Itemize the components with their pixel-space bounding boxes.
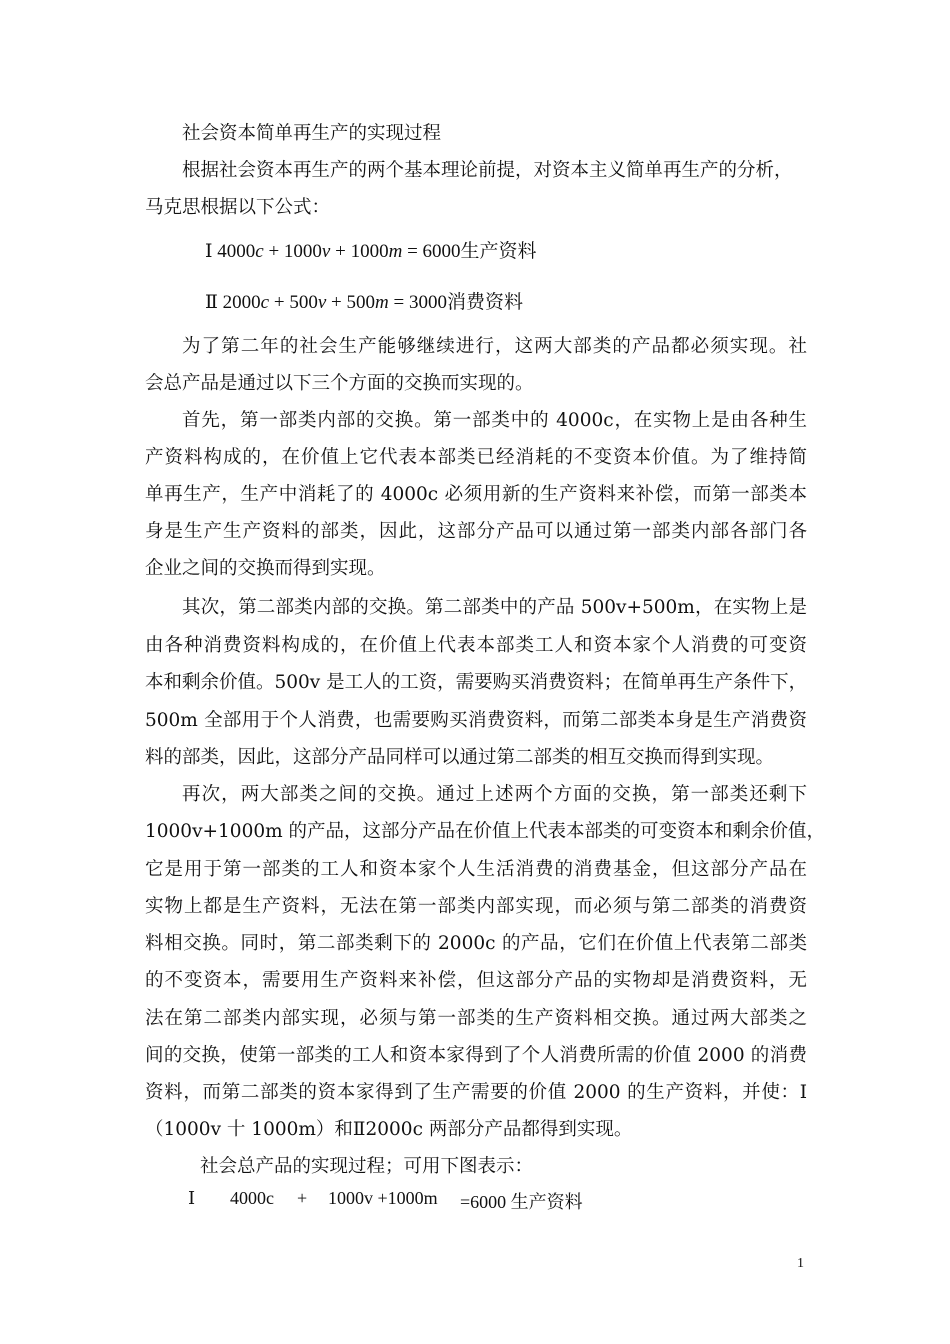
para3-line-2: 由各种消费资料构成的，在价值上代表本部类工人和资本家个人消费的可变资 [145,635,807,656]
para4-line-9: 资料，而第二部类的资本家得到了生产需要的价值 2000 的生产资料，并使：Ⅰ [145,1082,807,1103]
scheme-dept: Ⅰ [188,1188,196,1208]
para4-line-4: 实物上都是生产资料，无法在第一部类内部实现，而必须与第二部类的消费资 [145,896,807,917]
para2-line-1: 首先，第一部类内部的交换。第一部类中的 4000c，在实物上是由各种生 [182,410,807,431]
formula-1-dept: Ⅰ [205,241,213,262]
scheme-vm: 1000v +1000m [328,1188,438,1208]
para3-line-1: 其次，第二部类内部的交换。第二部类中的产品 500v+500m，在实物上是 [182,597,807,618]
formula-2-label: 消费资料 [446,292,523,313]
para2-line-3: 单再生产，生产中消耗了的 4000c 必须用新的生产资料来补偿，而第一部类本 [145,484,807,505]
para1-line-2: 会总产品是通过以下三个方面的交换而实现的。 [145,373,534,394]
formula-1-v: 1000 [283,241,322,262]
para4-line-10: （1000v 十 1000m）和Ⅱ2000c 两部分产品都得到实现。 [145,1119,633,1140]
formula-dept-2: Ⅱ 2000c + 500v + 500m = 3000消费资料 [205,292,523,313]
formula-dept-1: Ⅰ 4000c + 1000v + 1000m = 6000生产资料 [205,241,537,262]
para4-line-6: 的不变资本，需要用生产资料来补偿，但这部分产品的实物却是消费资料，无 [145,970,807,991]
intro-line-1: 根据社会资本再生产的两个基本理论前提，对资本主义简单再生产的分析， [182,160,793,181]
para3-line-4: 500m 全部用于个人消费，也需要购买消费资料，而第二部类本身是生产消费资 [145,710,807,731]
para4-line-3: 它是用于第一部类的工人和资本家个人生活消费的消费基金，但这部分产品在 [145,859,807,880]
formula-1-m: 1000 [350,241,389,262]
formula-1-c: 4000 [217,241,256,262]
para2-line-5: 企业之间的交换而得到实现。 [145,558,386,579]
para2-line-2: 产资料构成的，在价值上它代表本部类已经消耗的不变资本价值。为了维持简 [145,447,807,468]
scheme-intro: 社会总产品的实现过程；可用下图表示： [200,1156,534,1177]
scheme-c: 4000c [230,1188,274,1208]
para3-line-3: 本和剩余价值。500v 是工人的工资，需要购买消费资料；在简单再生产条件下， [145,672,808,693]
para2-line-4: 身是生产生产资料的部类，因此，这部分产品可以通过第一部类内部各部门各 [145,521,807,542]
formula-2-dept: Ⅱ [205,292,218,313]
formula-2-m: 500 [346,292,375,313]
para4-line-5: 料相交换。同时，第二部类剩下的 2000c 的产品，它们在价值上代表第二部类 [145,933,807,954]
intro-line-2: 马克思根据以下公式： [145,197,331,218]
page-number: 1 [797,1256,804,1271]
formula-1-label: 生产资料 [460,241,537,262]
para3-line-5: 料的部类，因此，这部分产品同样可以通过第二部类的相互交换而得到实现。 [145,747,775,768]
scheme-plus: + [297,1188,308,1208]
formula-2-result: 3000 [408,292,447,313]
formula-1-result: 6000 [422,241,461,262]
formula-2-c: 2000 [222,292,261,313]
para4-line-8: 间的交换，使第一部类的工人和资本家得到了个人消费所需的价值 2000 的消费 [145,1045,807,1066]
para4-line-2: 1000v+1000m 的产品，这部分产品在价值上代表本部类的可变资本和剩余价值， [145,821,826,842]
para4-line-1: 再次，两大部类之间的交换。通过上述两个方面的交换，第一部类还剩下 [182,784,807,805]
formula-2-v: 500 [289,292,318,313]
para1-line-1: 为了第二年的社会生产能够继续进行，这两大部类的产品都必须实现。社 [182,336,807,357]
para4-line-7: 法在第二部类内部实现，必须与第一部类的生产资料相交换。通过两大部类之 [145,1008,807,1029]
section-title: 社会资本简单再生产的实现过程 [182,123,442,144]
scheme-result: =6000 生产资料 [460,1192,583,1212]
